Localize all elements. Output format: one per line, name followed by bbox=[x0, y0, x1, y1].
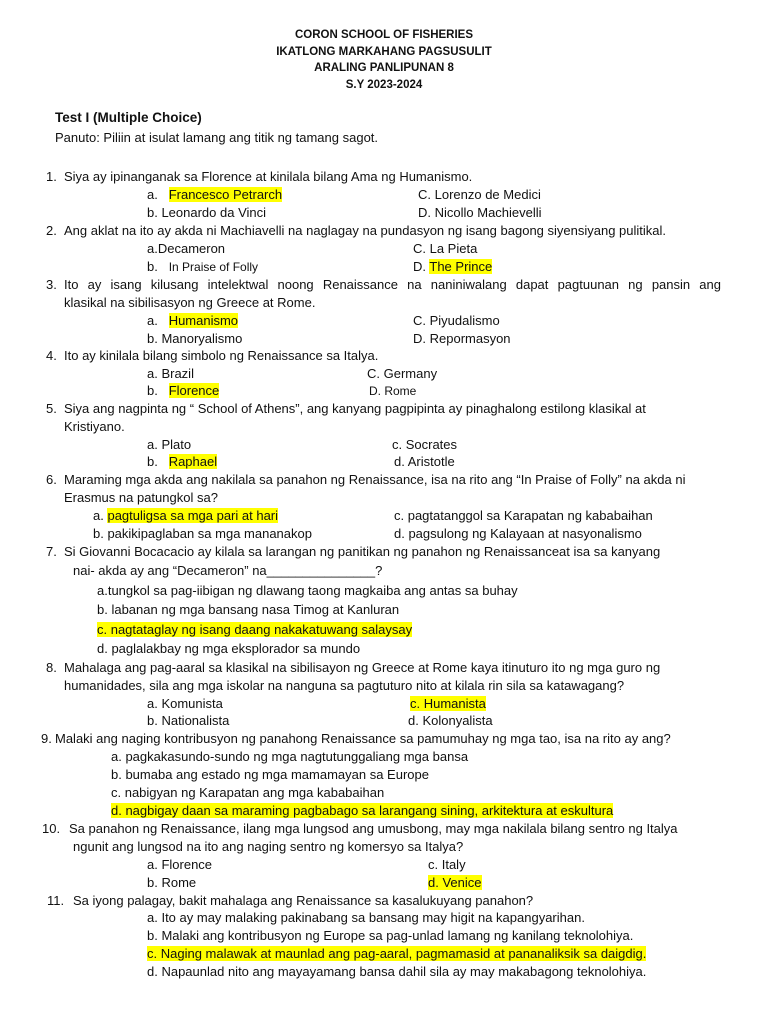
choice-c: C. La Pieta bbox=[413, 241, 478, 256]
choice-b: b. In Praise of Folly bbox=[147, 259, 259, 274]
school-year: S.Y 2023-2024 bbox=[345, 78, 423, 91]
choice-a: a. Florence bbox=[147, 857, 213, 872]
correct-answer-highlight: Humanismo bbox=[168, 313, 239, 328]
question-text-continued: Kristiyano. bbox=[64, 419, 125, 434]
choice-a: a. Brazil bbox=[147, 366, 194, 381]
correct-answer-highlight: c. nagtataglay ng isang daang nakakatuwang salaysay bbox=[97, 622, 413, 637]
choice-a: a. pagkakasundo-sundo ng mga nagtutunggaliang mga bansa bbox=[111, 749, 469, 764]
question-text: Ang aklat na ito ay akda ni Machiavelli na naglagay na pundasyon ng isang bagong siyensiyang pulitikal. bbox=[64, 223, 667, 238]
choice-d: d. Kolonyalista bbox=[408, 713, 493, 728]
test-directions: Panuto: Piliin at isulat lamang ang titik ng tamang sagot. bbox=[55, 130, 379, 145]
choice-b: b. Florence bbox=[147, 383, 220, 398]
choice-d bbox=[428, 874, 482, 891]
question-number: 3. bbox=[46, 277, 57, 292]
question-number: 5. bbox=[46, 401, 57, 416]
correct-answer-highlight: Francesco Petrarch bbox=[168, 187, 283, 202]
question-text: Maraming mga akda ang nakilala sa panahon ng Renaissance, isa na rito ang “In Praise of Folly” na akda ni bbox=[64, 472, 686, 487]
correct-answer-highlight: Florence bbox=[168, 383, 220, 398]
choice-c: C. Germany bbox=[367, 366, 438, 381]
choice-c: C. Lorenzo de Medici bbox=[418, 187, 541, 202]
question-number: 8. bbox=[46, 660, 57, 675]
correct-answer-highlight: The Prince bbox=[429, 259, 493, 274]
question-text-continued: nai- akda ay ang “Decameron” na_______________? bbox=[73, 563, 383, 578]
choice-a: a. Ito ay may malaking pakinabang sa bansang may higit na kapangyarihan. bbox=[147, 910, 585, 925]
choice-c: c. nabigyan ng Karapatan ang mga kababaihan bbox=[111, 785, 385, 800]
choice-c: c. pagtatanggol sa Karapatan ng kababaihan bbox=[394, 508, 653, 523]
question-number: 9. bbox=[41, 731, 52, 746]
question-text: Sa panahon ng Renaissance, ilang mga lungsod ang umusbong, may mga nakilala bilang sentro ng Italya bbox=[69, 821, 678, 836]
question-number: 11. bbox=[47, 893, 65, 908]
correct-answer-highlight: c. Naging malawak at maunlad ang pag-aaral, pagmamasid at pananaliksik sa daigdig. bbox=[147, 946, 647, 961]
exam-header bbox=[0, 27, 768, 93]
question-text: Si Giovanni Bocacacio ay kilala sa larangan ng panitikan ng panahon ng Renaissanceat isa sa kanyang bbox=[64, 544, 661, 559]
choice-c bbox=[147, 945, 646, 962]
question-text: Mahalaga ang pag-aaral sa klasikal na sibilisayon ng Greece at Rome kaya itinuturo ito ng mga guro ng bbox=[64, 660, 661, 675]
choice-c: c. Italy bbox=[428, 857, 466, 872]
choice-c: c. Socrates bbox=[392, 437, 458, 452]
choice-b: b. pakikipaglaban sa mga mananakop bbox=[93, 526, 312, 541]
choice-a: a. pagtuligsa sa mga pari at hari bbox=[93, 508, 279, 523]
choice-b: b. bumaba ang estado ng mga mamamayan sa Europe bbox=[111, 767, 429, 782]
choice-d: D. Rome bbox=[369, 384, 417, 398]
exam-title: IKATLONG MARKAHANG PAGSUSULIT bbox=[276, 45, 492, 58]
question-text: Malaki ang naging kontribusyon ng panahong Renaissance sa pamumuhay ng mga tao, isa na rito ay ang? bbox=[55, 731, 671, 746]
choice-a: a.Decameron bbox=[147, 241, 226, 256]
choice-a: a. Francesco Petrarch bbox=[147, 187, 283, 202]
subject-title: ARALING PANLIPUNAN 8 bbox=[314, 62, 454, 74]
choice-a: a.tungkol sa pag-iibigan ng dlawang taong magkaiba ang antas sa buhay bbox=[97, 583, 518, 598]
correct-answer-highlight: c. Humanista bbox=[410, 696, 486, 711]
choice-b: b. Rome bbox=[147, 875, 197, 890]
question-text: Sa iyong palagay, bakit mahalaga ang Renaissance sa kasalukuyang panahon? bbox=[73, 893, 534, 908]
correct-answer-highlight: pagtuligsa sa mga pari at hari bbox=[107, 508, 279, 523]
choice-a: a. Humanismo bbox=[147, 313, 239, 328]
choice-c bbox=[97, 621, 412, 638]
choice-d: D. Nicollo Machievelli bbox=[418, 205, 542, 220]
choice-d: d. paglalakbay ng mga eksplorador sa mundo bbox=[97, 641, 361, 656]
choice-c bbox=[410, 695, 486, 712]
question-number: 7. bbox=[46, 544, 57, 559]
choice-d: d. pagsulong ng Kalayaan at nasyonalismo bbox=[394, 526, 642, 541]
choice-b: b. Raphael bbox=[147, 454, 218, 469]
question-number: 6. bbox=[46, 472, 57, 487]
choice-b: b. Leonardo da Vinci bbox=[147, 205, 267, 220]
choice-a: a. Komunista bbox=[147, 696, 223, 711]
question-text: Ito ay isang kilusang intelektwal noong Renaissance na naniniwalang dapat pagtuunan ng pansin ang bbox=[64, 277, 721, 292]
question-number: 2. bbox=[46, 223, 57, 238]
choice-d: d. Napaunlad nito ang mayayamang bansa dahil sila ay may makabagong teknolohiya. bbox=[147, 964, 647, 979]
question-number: 1. bbox=[46, 169, 57, 184]
choice-d bbox=[111, 802, 613, 819]
choice-b: b. Malaki ang kontribusyon ng Europe sa pag-unlad lamang ng kanilang teknolohiya. bbox=[147, 928, 634, 943]
question-number: 10. bbox=[42, 821, 61, 836]
choice-b: b. Nationalista bbox=[147, 713, 230, 728]
choice-a: a. Plato bbox=[147, 437, 192, 452]
choice-c: C. Piyudalismo bbox=[413, 313, 500, 328]
correct-answer-highlight: d. Venice bbox=[428, 875, 482, 890]
school-name: CORON SCHOOL OF FISHERIES bbox=[294, 29, 474, 41]
question-text: Ito ay kinilala bilang simbolo ng Renaissance sa Italya. bbox=[64, 348, 379, 363]
choice-b: b. labanan ng mga bansang nasa Timog at Kanluran bbox=[97, 602, 400, 617]
question-text-continued: ngunit ang lungsod na ito ang naging sentro ng komersyo sa Italya? bbox=[73, 839, 464, 854]
question-text: Siya ay ipinanganak sa Florence at kinilala bilang Ama ng Humanismo. bbox=[64, 169, 473, 184]
question-text-continued: humanidades, sila ang mga iskolar na nanguna sa pagtuturo nito at kilala rin sila sa katawagang? bbox=[64, 678, 625, 693]
question-number: 4. bbox=[46, 348, 57, 363]
choice-d: D. Repormasyon bbox=[413, 331, 511, 346]
test-title: Test I (Multiple Choice) bbox=[55, 110, 202, 125]
choice-b: b. Manoryalismo bbox=[147, 331, 243, 346]
correct-answer-highlight: d. nagbigay daan sa maraming pagbabago sa larangang sining, arkitektura at eskultura bbox=[111, 803, 614, 818]
correct-answer-highlight: Raphael bbox=[168, 454, 218, 469]
choice-d: d. Aristotle bbox=[394, 454, 455, 469]
question-text-continued: Erasmus na patungkol sa? bbox=[64, 490, 218, 505]
question-text: Siya ang nagpinta ng “ School of Athens”, ang kanyang pagpipinta ay pinaghalong estilong klasikal at bbox=[64, 401, 646, 416]
choice-d: D. The Prince bbox=[413, 259, 493, 274]
question-text-continued: klasikal na sibilisasyon ng Greece at Rome. bbox=[64, 295, 316, 310]
